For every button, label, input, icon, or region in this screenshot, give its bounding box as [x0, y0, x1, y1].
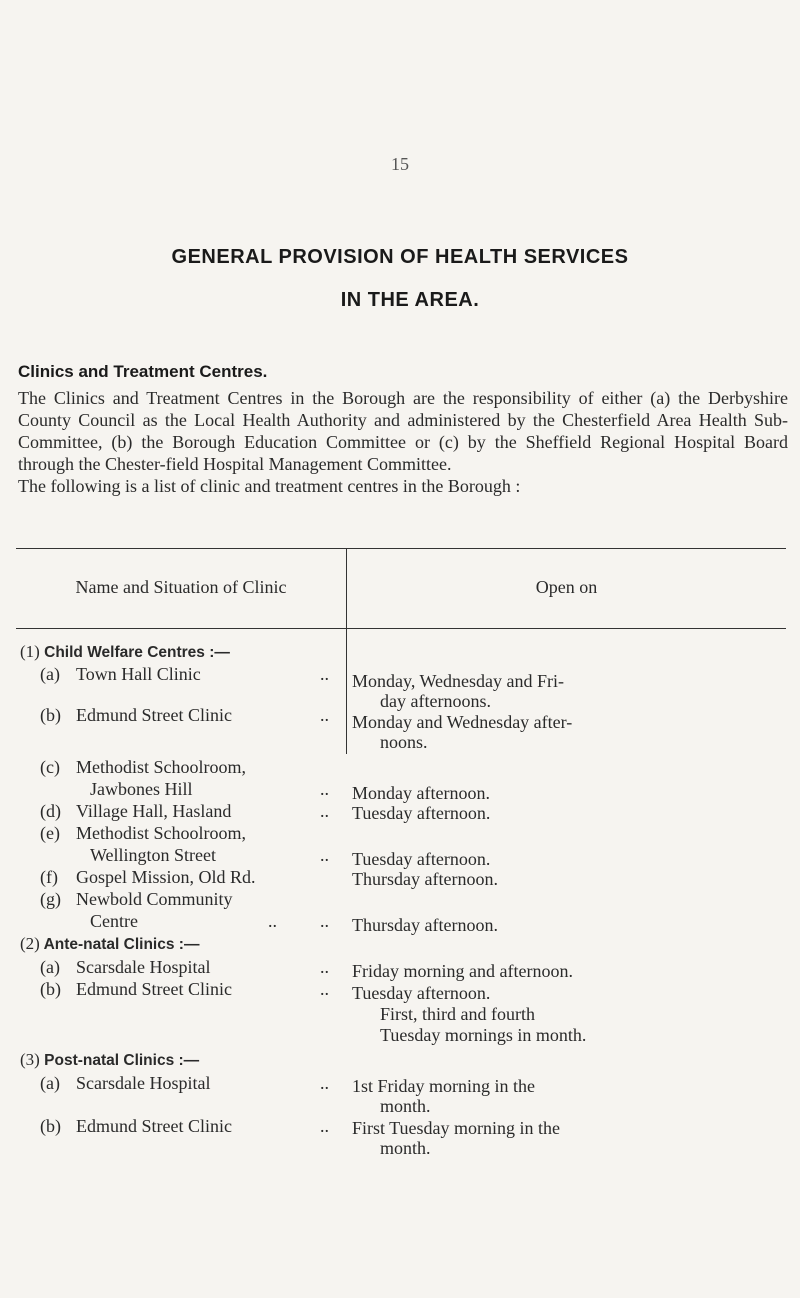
open-on: Tuesday mornings in month. — [380, 1025, 587, 1045]
row-letter: (a) — [40, 664, 60, 684]
column-header-name: Name and Situation of Clinic — [75, 577, 287, 597]
leader-dots: .. — [320, 664, 329, 684]
leader-dots: .. — [268, 911, 277, 931]
row-letter: (a) — [40, 1073, 60, 1093]
clinic-name: Edmund Street Clinic — [76, 1116, 232, 1136]
clinic-name: Scarsdale Hospital — [76, 957, 211, 977]
clinic-name: Newbold Community — [76, 889, 233, 909]
leader-dots: .. — [320, 1073, 329, 1093]
table-top-rule — [16, 548, 786, 549]
group-heading — [20, 1050, 199, 1071]
intro-paragraph: The Clinics and Treatment Centres in the Borough are the responsibility of either (a) the Derbyshire County Council as the Local Health Authority and administered by the Chesterfield Area Health Sub-Committee, (b) the Borough Education Committee or (c) by the Sheffield Regional Hospital Board through the Chester-field Hospital Management Committee. — [18, 388, 788, 474]
open-on: month. — [380, 1138, 431, 1158]
open-on: Monday, Wednesday and Fri- — [352, 671, 565, 691]
leader-dots: .. — [320, 911, 329, 931]
clinic-name: Edmund Street Clinic — [76, 705, 232, 725]
clinic-name: Gospel Mission, Old Rd. — [76, 867, 256, 887]
page-subtitle: IN THE AREA. — [340, 289, 480, 311]
group-label: Ante-natal Clinics :— — [43, 936, 200, 953]
intro-text — [18, 387, 788, 497]
open-on: Tuesday afternoon. — [352, 803, 491, 823]
clinic-name: Jawbones Hill — [90, 779, 193, 799]
open-on: Monday and Wednesday after- — [352, 712, 573, 732]
page-number: 15 — [391, 154, 409, 174]
open-on: month. — [380, 1096, 431, 1116]
group-heading — [20, 934, 199, 955]
open-on: Monday afternoon. — [352, 783, 490, 803]
leader-dots: .. — [320, 845, 329, 865]
clinic-name: Scarsdale Hospital — [76, 1073, 211, 1093]
clinic-name: Wellington Street — [90, 845, 217, 865]
open-on: noons. — [380, 732, 428, 752]
group-label: Child Welfare Centres :— — [44, 644, 230, 661]
clinic-name: Town Hall Clinic — [76, 664, 201, 684]
open-on: day afternoons. — [380, 691, 491, 711]
open-on: Thursday afternoon. — [352, 869, 498, 889]
row-letter: (g) — [40, 889, 61, 909]
row-letter: (d) — [40, 801, 61, 821]
leader-dots: .. — [320, 779, 329, 799]
open-on: Tuesday afternoon. — [352, 849, 491, 869]
clinic-name: Methodist Schoolroom, — [76, 823, 246, 843]
row-letter: (b) — [40, 705, 61, 725]
page-title: GENERAL PROVISION OF HEALTH SERVICES — [171, 246, 629, 268]
row-letter: (e) — [40, 823, 60, 843]
row-letter: (c) — [40, 757, 60, 777]
group-number: (3) — [20, 1050, 40, 1069]
section-heading: Clinics and Treatment Centres. — [18, 362, 268, 381]
row-letter: (a) — [40, 957, 60, 977]
column-header-open: Open on — [535, 577, 598, 597]
clinic-name: Edmund Street Clinic — [76, 979, 232, 999]
open-on: Friday morning and afternoon. — [352, 961, 573, 981]
leader-dots: .. — [320, 1116, 329, 1136]
leader-dots: .. — [320, 705, 329, 725]
group-number: (1) — [20, 642, 40, 661]
row-letter: (b) — [40, 1116, 61, 1136]
clinic-name: Centre — [90, 911, 138, 931]
clinic-name: Village Hall, Hasland — [76, 801, 232, 821]
group-heading — [20, 642, 230, 663]
open-on: Thursday afternoon. — [352, 915, 498, 935]
clinic-name: Methodist Schoolroom, — [76, 757, 246, 777]
leader-dots: .. — [320, 979, 329, 999]
row-letter: (b) — [40, 979, 61, 999]
open-on: 1st Friday morning in the — [352, 1076, 535, 1096]
intro-paragraph: The following is a list of clinic and treatment centres in the Borough : — [18, 476, 521, 496]
group-number: (2) — [20, 934, 40, 953]
leader-dots: .. — [320, 801, 329, 821]
group-label: Post-natal Clinics :— — [44, 1052, 200, 1069]
open-on: First, third and fourth — [380, 1004, 535, 1024]
open-on: Tuesday afternoon. — [352, 983, 491, 1003]
leader-dots: .. — [320, 957, 329, 977]
row-letter: (f) — [40, 867, 58, 887]
open-on: First Tuesday morning in the — [352, 1118, 561, 1138]
table-header-rule — [16, 628, 786, 629]
